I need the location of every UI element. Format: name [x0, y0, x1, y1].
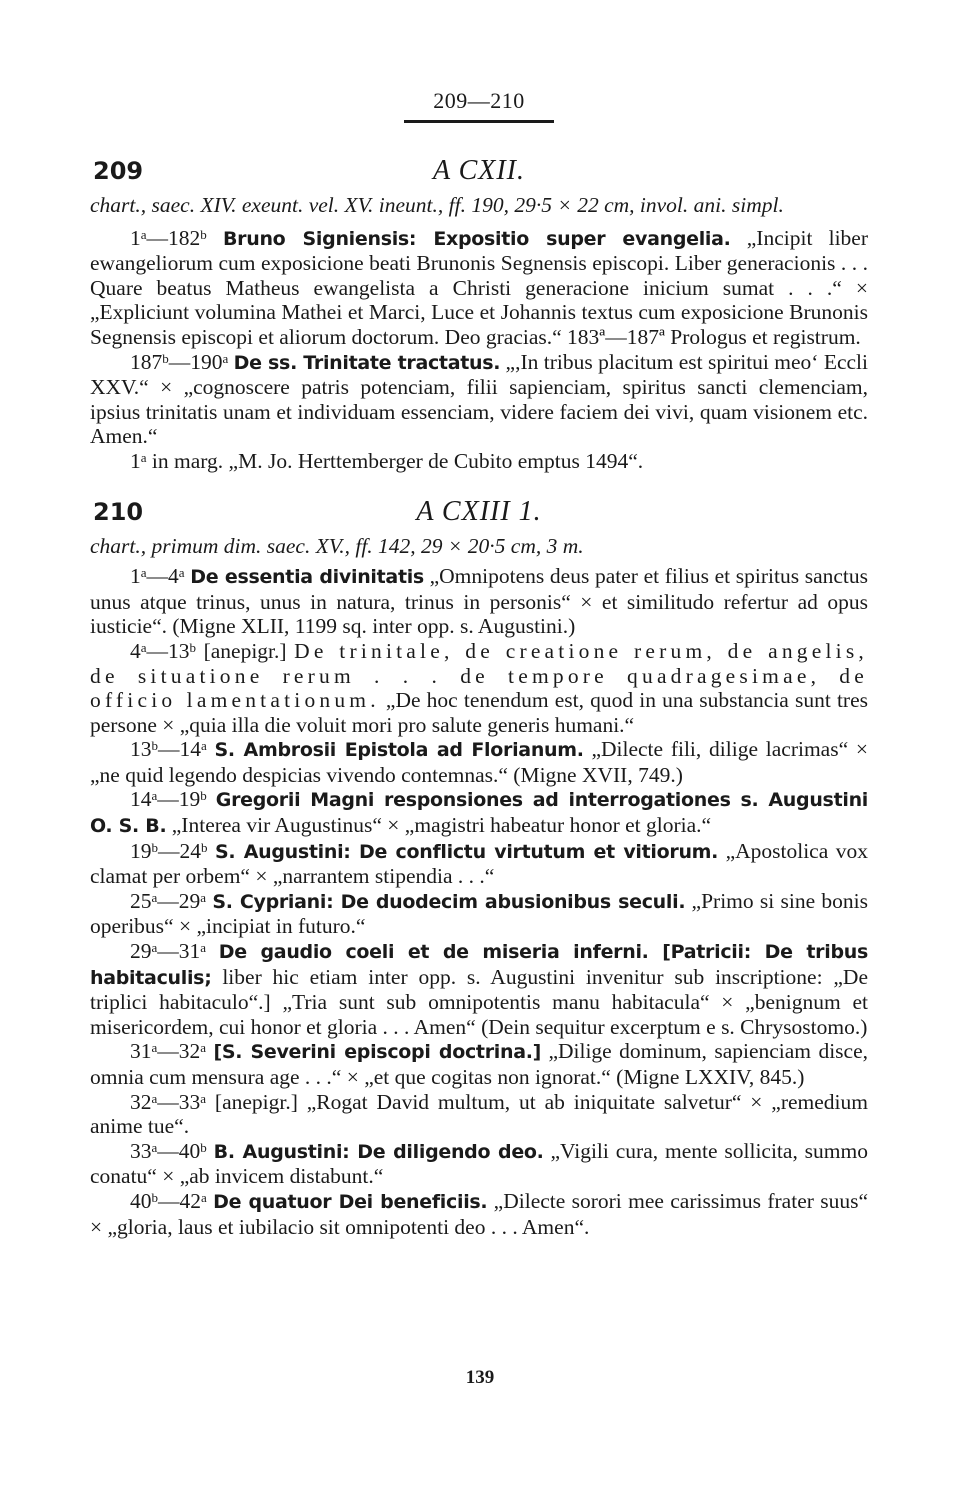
item-title: De essentia divinitatis: [190, 566, 424, 589]
item-text: „Interea vir Augustinus“ × „magistri habeatur honor et gloria.“: [166, 813, 712, 838]
item-entry: [90, 564, 868, 639]
item-text: „Vigili cura, mente sollicita, summo conatu“ × „ab invicem distabunt.“: [90, 1138, 868, 1189]
item-title: Gregorii Magni responsiones ad interrogationes s. Augustini O. S. B.: [90, 789, 869, 838]
item-text: in marg. „M. Jo. Herttemberger de Cubito emptus 1494“.: [146, 448, 644, 473]
item-entry: [90, 1039, 868, 1089]
item-text: „Dilecte fili, dilige lacrimas“ × „ne quid legendo despicias vivendo contemnas.“ (Migne XVII, 749.): [90, 737, 869, 787]
folio-start: 29: [130, 939, 152, 964]
item-text: „,In tribus placitum est spiritui meo‘ Eccli XXV.“ × „cognoscere patris potenciam, filii sapienciam, spiritus sancti clemenciam, ipsius trinitatis unam et individuam essenciam, videre faciem dei vivi, quam visionem etc. Amen.“: [90, 349, 869, 449]
item-title: De quatuor Dei beneficiis.: [213, 1190, 488, 1213]
folio-side: a: [200, 1040, 207, 1056]
item-text: „Dilige dominum, sapienciam disce, omnia cum mensura age . . .“ × „et que cogitas non ignorat.“ (Migne LXXIV, 845.): [90, 1039, 868, 1089]
entry-header: [90, 495, 868, 534]
entry-number: 209: [93, 157, 144, 185]
item-text: „De hoc tenendum est, quod in una substancia sunt tres persone × „quia illa die voluit mori pro salute generis humani.“: [90, 688, 868, 737]
item-entry: [90, 737, 868, 787]
folio-end: 42: [179, 1188, 201, 1213]
folio-side: a: [222, 350, 229, 366]
folio-side: a: [200, 889, 207, 905]
folio-end: 40: [178, 1138, 201, 1163]
folio-end: 13: [168, 638, 190, 663]
entry-header: [90, 157, 868, 193]
folio-start: 4: [130, 638, 141, 663]
folio-start: 32: [130, 1089, 152, 1114]
shelfmark: A CXIII 1.: [416, 495, 542, 527]
folio-start: 14: [130, 787, 152, 812]
folio-start: 1: [130, 225, 141, 250]
folio-side: a: [151, 940, 158, 956]
folio-dash: —: [157, 787, 179, 812]
folio-side: a: [178, 565, 185, 581]
folio-side: a: [140, 226, 147, 242]
folio-dash: —: [157, 1138, 179, 1163]
folio-dash: —: [146, 564, 169, 589]
folio-side: b: [200, 788, 207, 804]
item-entry: [90, 1139, 868, 1189]
folio-dash: —: [157, 939, 179, 964]
folio-start: 25: [130, 888, 152, 913]
item-title: [S. Severini episcopi doctrina.]: [213, 1041, 542, 1064]
folio-side: a: [140, 639, 147, 655]
folio-start: 187: [130, 349, 163, 374]
item-text: liber hic etiam inter opp. s. Augustini invenitur sub inscriptione: „De triplici habitaculo“.] „Tria sunt sub omnipotentis manu habitacula“ × „benignum et misericordem, cui honor et gloria . . . Amen“ (Dein sequitur excerptum e s. Chrysostomo.): [90, 964, 868, 1039]
folio-dash: —: [158, 838, 180, 863]
item-title: S. Ambrosii Epistola ad Florianum.: [214, 739, 584, 762]
item-entry: [90, 889, 868, 939]
running-head: 209—210: [433, 88, 525, 113]
item-entry: [90, 226, 868, 350]
folio-side: a: [151, 1090, 158, 1106]
page-number: 139: [465, 1367, 495, 1388]
folio-dash: —: [158, 1188, 180, 1213]
item-entry: [90, 639, 868, 737]
item-entry: [90, 1090, 868, 1139]
folio-dash: —: [157, 1039, 179, 1064]
page: [90, 88, 868, 1239]
folio-dash: —: [168, 349, 191, 374]
folio-start: 1: [130, 448, 141, 473]
item-title: Bruno Signiensis: Expositio super evangelia.: [222, 227, 731, 250]
item-entry: [90, 787, 868, 838]
folio-side: b: [201, 839, 208, 855]
item-text: [anepigr.]: [196, 638, 295, 663]
folio-side: a: [151, 889, 158, 905]
item-title: De ss. Trinitate tractatus.: [233, 351, 501, 374]
folio-side: a: [200, 1090, 207, 1106]
item-title: S. Cypriani: De duodecim abusionibus seculi.: [212, 890, 686, 913]
codex-description: chart., saec. XIV. exeunt. vel. XV. ineunt., ff. 190, 29·5 × 22 cm, invol. ani. simpl.: [90, 193, 784, 217]
entry-210: [90, 495, 869, 1240]
item-list: [90, 564, 868, 1239]
folio-end: 33: [178, 1089, 201, 1114]
item-entry: [90, 1189, 868, 1239]
folio-dash: —: [146, 638, 169, 663]
folio-start: 31: [130, 1039, 152, 1064]
item-title: B. Augustini: De diligendo deo.: [213, 1140, 544, 1163]
folio-start: 13: [130, 737, 152, 762]
item-text: „Apostolica vox clamat per orbem“ × „narrantem stipendia . . .“: [90, 838, 868, 889]
folio-start: 19: [130, 838, 152, 863]
item-text: „Incipit liber ewangeliorum cum exposicione beati Brunonis Segnensis episcopi. Liber generacionis . . . Quare beatus Matheus ewangelista a Christi generacione inicium sumat . . .“ × „Expliciunt volumina Mathei et Marci, Luce et Johannis textus cum exposicione Brunonis Segnensis episcopi et aliorum doctorum. Deo gracias.“ 183ª—187ª Prologus et registrum.: [90, 225, 869, 349]
entry-number: 210: [93, 497, 144, 526]
folio-side: b: [151, 738, 158, 754]
folio-side: b: [162, 350, 169, 366]
entry-209: [90, 157, 868, 474]
folio-side: a: [151, 788, 158, 804]
folio-end: 14: [179, 737, 201, 762]
item-title: De gaudio coeli et de miseria inferni. [Patricii: De tribus habitaculis;: [90, 941, 868, 989]
item-title: S. Augustini: De conflictu virtutum et vitiorum.: [214, 840, 719, 863]
item-text-spaced: De trinitale, de creatione rerum, de angelis, de situatione rerum . . . de tempore quadragesimae, de officio lamentationum.: [90, 638, 868, 713]
item-entry: [90, 350, 868, 449]
folio-end: 182: [168, 225, 201, 250]
folio-end: 190: [190, 349, 223, 374]
folio-side: a: [140, 449, 147, 465]
folio-side: a: [151, 1040, 158, 1056]
item-entry: [90, 839, 868, 889]
folio-end: 24: [179, 838, 201, 863]
folio-dash: —: [158, 737, 180, 762]
item-list: [90, 226, 868, 474]
folio-side: b: [189, 639, 197, 655]
item-entry: [90, 449, 868, 474]
folio-end: 31: [178, 939, 201, 964]
folio-end: 4: [168, 564, 179, 589]
folio-side: a: [200, 940, 207, 956]
folio-start: 33: [130, 1138, 152, 1163]
folio-dash: —: [157, 888, 179, 913]
folio-side: a: [201, 738, 207, 754]
item-entry: [90, 939, 868, 1039]
folio-end: 19: [178, 787, 201, 812]
folio-side: a: [151, 1139, 158, 1155]
folio-side: a: [140, 565, 147, 581]
folio-side: b: [200, 1139, 207, 1155]
folio-end: 29: [178, 888, 201, 913]
item-text: „Primo si sine bonis operibus“ × „incipiat in futuro.“: [90, 888, 868, 939]
item-text: „Dilecte sorori mee carissimus frater suus“ × „gloria, laus et iubilacio sit omnipotenti deo . . . Amen“.: [90, 1188, 868, 1239]
folio-end: 32: [178, 1039, 201, 1064]
folio-start: 1: [130, 564, 141, 589]
item-text: [anepigr.] „Rogat David multum, ut ab iniquitate salvetur“ × „remedium anime tue“.: [90, 1089, 868, 1139]
item-text: „Omnipotens deus pater et filius et spiritus sanctus unus atque trinus, unus in natura, trinus in personis“ × et similitudo refertur ad opus iusticie“. (Migne XLII, 1199 sq. inter opp. s. Augustini.): [90, 564, 868, 639]
folio-side: b: [151, 1189, 158, 1205]
shelfmark: A CXII.: [432, 155, 526, 186]
folio-start: 40: [130, 1188, 152, 1213]
folio-side: b: [151, 839, 158, 855]
folio-side: b: [200, 226, 207, 242]
codex-description: chart., primum dim. saec. XV., ff. 142, 29 × 20·5 cm, 3 m.: [90, 533, 584, 558]
folio-side: a: [201, 1189, 207, 1205]
folio-dash: —: [157, 1089, 179, 1114]
folio-dash: —: [146, 225, 169, 250]
